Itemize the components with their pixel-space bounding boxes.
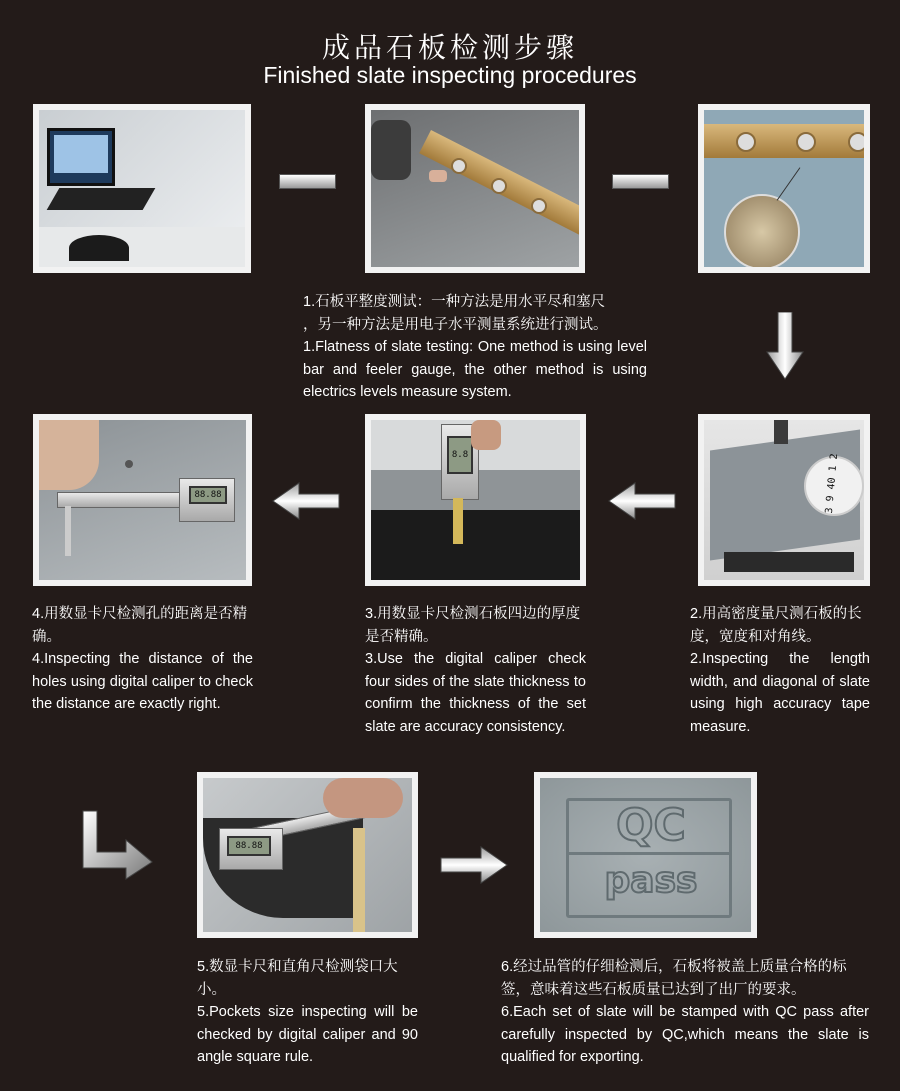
photo-pocket-check: 88.88	[197, 772, 418, 938]
step1-cn-line1: 1.石板平整度测试：一种方法是用水平尽和塞尺	[303, 294, 606, 310]
step6-text	[501, 956, 869, 1069]
step2-en: 2.Inspecting the length width, and diagonal of slate using high accuracy tape measure.	[690, 651, 870, 735]
step4-cn: 4.用数显卡尺检测孔的距离是否精确。	[32, 606, 248, 645]
page-title-en: Finished slate inspecting procedures	[263, 62, 637, 88]
step2-text	[690, 603, 870, 738]
step6-cn: 6.经过品管的仔细检测后，石板将被盖上质量合格的标签，意味着这些石板质量已达到了出厂的要求。	[501, 959, 847, 998]
step5-cn: 5.数显卡尺和直角尺检测袋口大小。	[197, 959, 398, 998]
arrow-right-icon	[440, 846, 508, 884]
step1-cn-line2: ，另一种方法是用电子水平测量系统进行测试。	[303, 316, 608, 333]
photo-laptop-level-system	[33, 104, 251, 273]
step3-cn: 3.用数显卡尺检测石板四边的厚度是否精确。	[365, 606, 581, 645]
step6-en: 6.Each set of slate will be stamped with QC pass after carefully inspected by QC,which means the slate is qualified for exporting.	[501, 1004, 869, 1065]
step3-en: 3.Use the digital caliper check four sides of the slate thickness to confirm the thickness of the set slate are accuracy consistency.	[365, 651, 586, 735]
arrow-left-icon-1	[272, 482, 340, 520]
dash-connector-2	[612, 174, 669, 189]
photo-tape-measure	[698, 414, 870, 586]
arrow-turn-right-icon	[82, 810, 154, 880]
photo-feeler-gauge	[698, 104, 870, 273]
step1-en: 1.Flatness of slate testing: One method is using level bar and feeler gauge, the other method is using electrics levels measure system.	[303, 339, 647, 400]
step2-cn: 2.用高密度量尺测石板的长度，宽度和对角线。	[690, 606, 862, 645]
arrow-left-icon-2	[608, 482, 676, 520]
step3-text	[365, 603, 586, 738]
step5-en: 5.Pockets size inspecting will be checked by digital caliper and 90 angle square rule.	[197, 1004, 418, 1065]
stamp-qc-text: QC	[616, 800, 686, 851]
photo-level-bar	[365, 104, 585, 273]
arrow-down-icon	[766, 312, 804, 380]
page-title-cn: 成品石板检测步骤	[321, 31, 578, 64]
photo-qc-pass-stamp	[534, 772, 757, 938]
dash-connector-1	[279, 174, 336, 189]
photo-caliper-thickness: 8.8	[365, 414, 586, 586]
step4-text	[32, 603, 253, 716]
photo-caliper-holes: 88.88	[33, 414, 252, 586]
step1-text	[303, 291, 647, 404]
step4-en: 4.Inspecting the distance of the holes using digital caliper to check the distance are exactly right.	[32, 651, 253, 712]
step5-text	[197, 956, 418, 1069]
tape-readout: 3 9 40 1 2	[823, 453, 841, 514]
stamp-pass-text: pass	[604, 860, 698, 901]
